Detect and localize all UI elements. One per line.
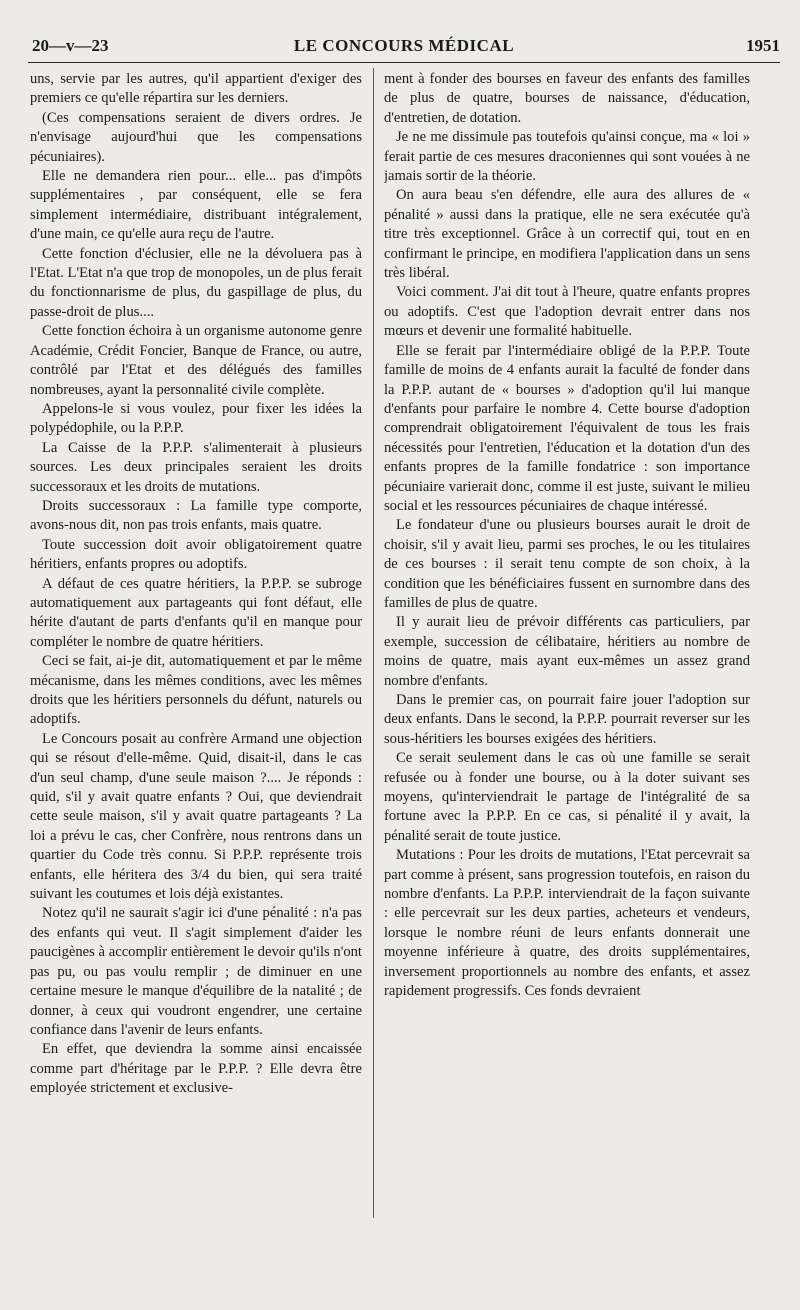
right-column [384, 70, 750, 1230]
paragraph: Mutations : Pour les droits de mutations, l'Etat percevrait sa part comme à présent, sans progression toutefois, en raison du nombre d'enfants. La P.P.P. interviendrait de la façon suivante : elle percevrait sur les deux parties, acheteurs et vendeurs, lorsque le nombre réuni de leurs enfants donnerait une moyenne inférieure à quatre, des droits supplémentaires, inversement proportionnels au nombre des enfants, et assez rapidement progressifs. Ces fonds devraient [384, 847, 750, 1000]
paragraph: A défaut de ces quatre héritiers, la P.P.P. se subroge automatiquement aux partageants qui font défaut, elle hérite d'autant de parts d'enfants qu'il en manque pour compléter le nombre de quatre héritiers. [30, 575, 362, 650]
paragraph: Cette fonction échoira à un organisme autonome genre Académie, Crédit Foncier, Banque de France, ou autre, contrôlé par l'Etat et des délégués des familles nombreuses, ayant la personnalité civile complète. [30, 323, 362, 398]
paragraph: La Caisse de la P.P.P. s'alimenterait à plusieurs sources. Les deux principales seraient les droits successoraux et les droits de mutations. [30, 439, 362, 495]
paragraph: ment à fonder des bourses en faveur des enfants des familles de plus de quatre, bourses de naissance, d'éducation, d'entretien, de dotation. [384, 71, 750, 126]
paragraph: Le Concours posait au confrère Armand une objection qui se résout d'elle-même. Quid, disait-il, dans le cas d'un seul champ, d'une seule maison ?.... Je réponds : quid, s'il y avait quatre enfants ? Oui, que deviendrait cette seule maison, s'il y avait quatre partageants ? La loi a prévu le cas, cher Confrère, nous rentrons dans un quartier du Code très connu. Si P.P.P. représente trois enfants, elle héritera des 3/4 du bien, qui sera traité suivant les coutumes et lois déjà existantes. [30, 730, 362, 903]
paragraph: Le fondateur d'une ou plusieurs bourses aurait le droit de choisir, s'il y avait lieu, parmi ses proches, le ou les titulaires de ces bourses : il serait tenu compte de son choix, à la condition que les bénéficiaires fussent en surnombre dans des familles de plus de quatre. [384, 517, 750, 611]
paragraph: Dans le premier cas, on pourrait faire jouer l'adoption sur deux enfants. Dans le second, la P.P.P. pourrait reverser sur les sous-héritiers les bourses exigées des héritiers. [384, 692, 750, 747]
paragraph: Il y aurait lieu de prévoir différents cas particuliers, par exemple, succession de célibataire, héritiers au nombre de moins de quatre, mais ayant eux-mêmes un assez grand nombre d'enfants. [384, 614, 750, 689]
paragraph: Ceci se fait, ai-je dit, automatiquement et par le même mécanisme, dans les mêmes conditions, avec les mêmes droits que les héritiers personnels du défunt, naturels ou adoptifs. [30, 653, 362, 728]
journal-title: LE CONCOURS MÉDICAL [293, 36, 515, 55]
paragraph: Notez qu'il ne saurait s'agir ici d'une pénalité : n'a pas des enfants qui veut. Il s'agit simplement d'aider les paucigènes à accomplir entièrement le devoir qu'ils n'ont pas pu, ou pas voulu remplir ; de diminuer en une certaine mesure le manque d'équilibre de la natalité ; de donner, à ceux qui voudront engendrer, une certaine confiance dans l'avenir de leurs enfants. [30, 905, 362, 1038]
paragraph: Elle ne demandera rien pour... elle... pas d'impôts supplémentaires , par conséquent, elle se fera simplement intermédiaire, distribuant intégralement, d'une main, ce qu'elle aura reçu de l'autre. [30, 168, 362, 243]
paragraph: Je ne me dissimule pas toutefois qu'ainsi conçue, ma « loi » ferait partie de ces mesures draconiennes qui sont vouées à ne jamais sortir de la théorie. [384, 129, 750, 185]
paragraph: (Ces compensations seraient de divers ordres. Je n'envisage aujourd'hui que les compensations pécuniaires). [30, 109, 362, 165]
issue-date: 20—v—23 [32, 36, 109, 55]
column-divider [373, 68, 374, 1218]
page-number: 1951 [746, 36, 780, 55]
paragraph: Appelons-le si vous voulez, pour fixer les idées la polypédophile, ou la P.P.P. [30, 400, 362, 437]
paragraph: Droits successoraux : La famille type comporte, avons-nous dit, non pas trois enfants, mais quatre. [30, 497, 362, 534]
paragraph: Elle se ferait par l'intermédiaire obligé de la P.P.P. Toute famille de moins de 4 enfants aurait la faculté de fonder dans la P.P.P. autant de « bourses » d'adoption qu'il lui manque d'enfants pour parfaire le nombre 4. Cette bourse d'adoption comprendrait obligatoirement l'équivalent de tous les frais nécessités pour l'entretien, l'éducation et la dotation d'un des enfants propres de la famille fondatrice : son importance pécuniaire varierait donc, comme il est juste, suivant le milieu social et les ressources pécuniaires de chaque intéressé. [384, 342, 750, 514]
header-rule [28, 62, 780, 63]
paragraph: En effet, que deviendra la somme ainsi encaissée comme part d'héritage par le P.P.P. ? Elle devra être employée strictement et exclusive- [30, 1041, 362, 1097]
left-column [30, 70, 362, 1230]
paragraph: On aura beau s'en défendre, elle aura des allures de « pénalité » aussi dans la pratique, elle ne sera exécutée qu'à titre très exceptionnel. Grâce à un correctif qui, tout en en confirmant le principe, en modifiera l'application dans un sens très libéral. [384, 187, 750, 282]
paragraph: Cette fonction d'éclusier, elle ne la dévoluera pas à l'Etat. L'Etat n'a que trop de monopoles, un de plus ferait du fonctionnarisme de plus, du gaspillage de plus, du passe-droit de plus.... [30, 245, 362, 320]
paragraph: uns, servie par les autres, qu'il appartient d'exiger des premiers ce qu'elle répartira sur les derniers. [30, 71, 362, 107]
paragraph: Ce serait seulement dans le cas où une famille se serait refusée ou à fonder une bourse, ou à la doter suivant ses moyens, qu'interviendrait le partage de l'intégralité de sa fortune avec la P.P.P. En ce cas, si pénalité il y avait, la pénalité serait de toute justice. [384, 750, 750, 844]
page-header [28, 34, 780, 64]
paragraph: Toute succession doit avoir obligatoirement quatre héritiers, enfants propres ou adoptifs. [30, 536, 362, 573]
paragraph: Voici comment. J'ai dit tout à l'heure, quatre enfants propres ou adoptifs. C'est que l'adoption devrait entrer dans nos mœurs et devenir une formalité habituelle. [384, 284, 750, 340]
